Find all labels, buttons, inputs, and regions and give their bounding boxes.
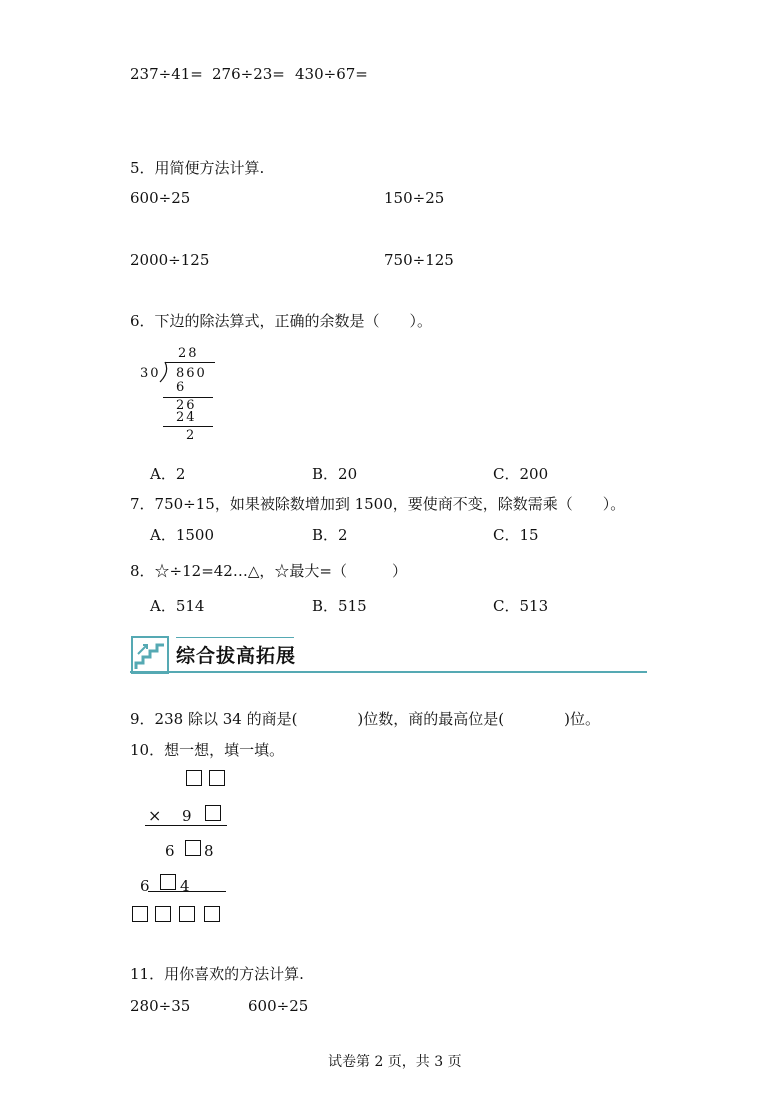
q6-option-c: C．200	[493, 465, 549, 483]
division-dividend: 860	[176, 366, 207, 381]
q5-item-1: 600÷25	[130, 189, 191, 207]
blank-box	[185, 840, 201, 856]
blank-box	[209, 770, 225, 786]
q11-item-1: 280÷35	[130, 997, 191, 1015]
division-bracket	[158, 360, 170, 384]
product-line-2	[148, 891, 226, 892]
times-sign: ×	[148, 806, 162, 825]
blank-box	[155, 906, 171, 922]
q6-option-a: A．2	[150, 465, 186, 483]
division-quotient: 28	[178, 346, 199, 361]
digit-6: 6	[140, 877, 150, 895]
division-step-3: 24	[176, 410, 197, 425]
question-8-label: 8．☆÷12=42…△，☆最大=（ ）	[130, 562, 407, 580]
problem-276-23: 276÷23=	[212, 65, 285, 83]
q7-option-c: C．15	[493, 526, 539, 544]
question-7-label: 7．750÷15，如果被除数增加到 1500，要使商不变，除数需乘（ ）。	[130, 495, 626, 513]
division-step-2: 26	[176, 398, 197, 413]
division-step-1: 6	[176, 380, 187, 395]
blank-box	[186, 770, 202, 786]
problem-430-67: 430÷67=	[295, 65, 368, 83]
question-11-label: 11．用你喜欢的方法计算.	[130, 965, 304, 983]
section-title: 综合拔高拓展	[176, 645, 297, 667]
question-5-label: 5．用简便方法计算.	[130, 159, 265, 177]
q5-item-2: 150÷25	[384, 189, 445, 207]
problem-237-41: 237÷41=	[130, 65, 203, 83]
q11-item-2: 600÷25	[248, 997, 309, 1015]
q8-option-c: C．513	[493, 597, 549, 615]
blank-box	[205, 805, 221, 821]
q7-option-a: A．1500	[150, 526, 215, 544]
question-9-label: 9．238 除以 34 的商是( )位数，商的最高位是( )位。	[130, 710, 600, 728]
digit-8: 8	[204, 842, 214, 860]
product-line-1	[145, 825, 227, 826]
division-remainder: 2	[186, 428, 197, 443]
q7-option-b: B．2	[312, 526, 348, 544]
banner-underline	[130, 671, 647, 673]
digit-6: 6	[165, 842, 175, 860]
q8-option-a: A．514	[150, 597, 205, 615]
digit-4: 4	[180, 877, 190, 895]
q8-option-b: B．515	[312, 597, 367, 615]
blank-box	[160, 874, 176, 890]
division-bar	[165, 362, 215, 363]
banner-top-line	[176, 637, 294, 638]
question-6-label: 6．下边的除法算式，正确的余数是（ ）。	[130, 312, 433, 330]
q5-item-3: 2000÷125	[130, 251, 210, 269]
blank-box	[132, 906, 148, 922]
stairs-icon	[131, 636, 169, 674]
blank-box	[204, 906, 220, 922]
page-footer: 试卷第 2 页，共 3 页	[328, 1054, 462, 1070]
digit-9: 9	[182, 807, 192, 825]
q6-option-b: B．20	[312, 465, 358, 483]
division-divisor: 30	[140, 366, 161, 381]
q5-item-4: 750÷125	[384, 251, 454, 269]
question-10-label: 10．想一想，填一填。	[130, 741, 285, 759]
blank-box	[179, 906, 195, 922]
